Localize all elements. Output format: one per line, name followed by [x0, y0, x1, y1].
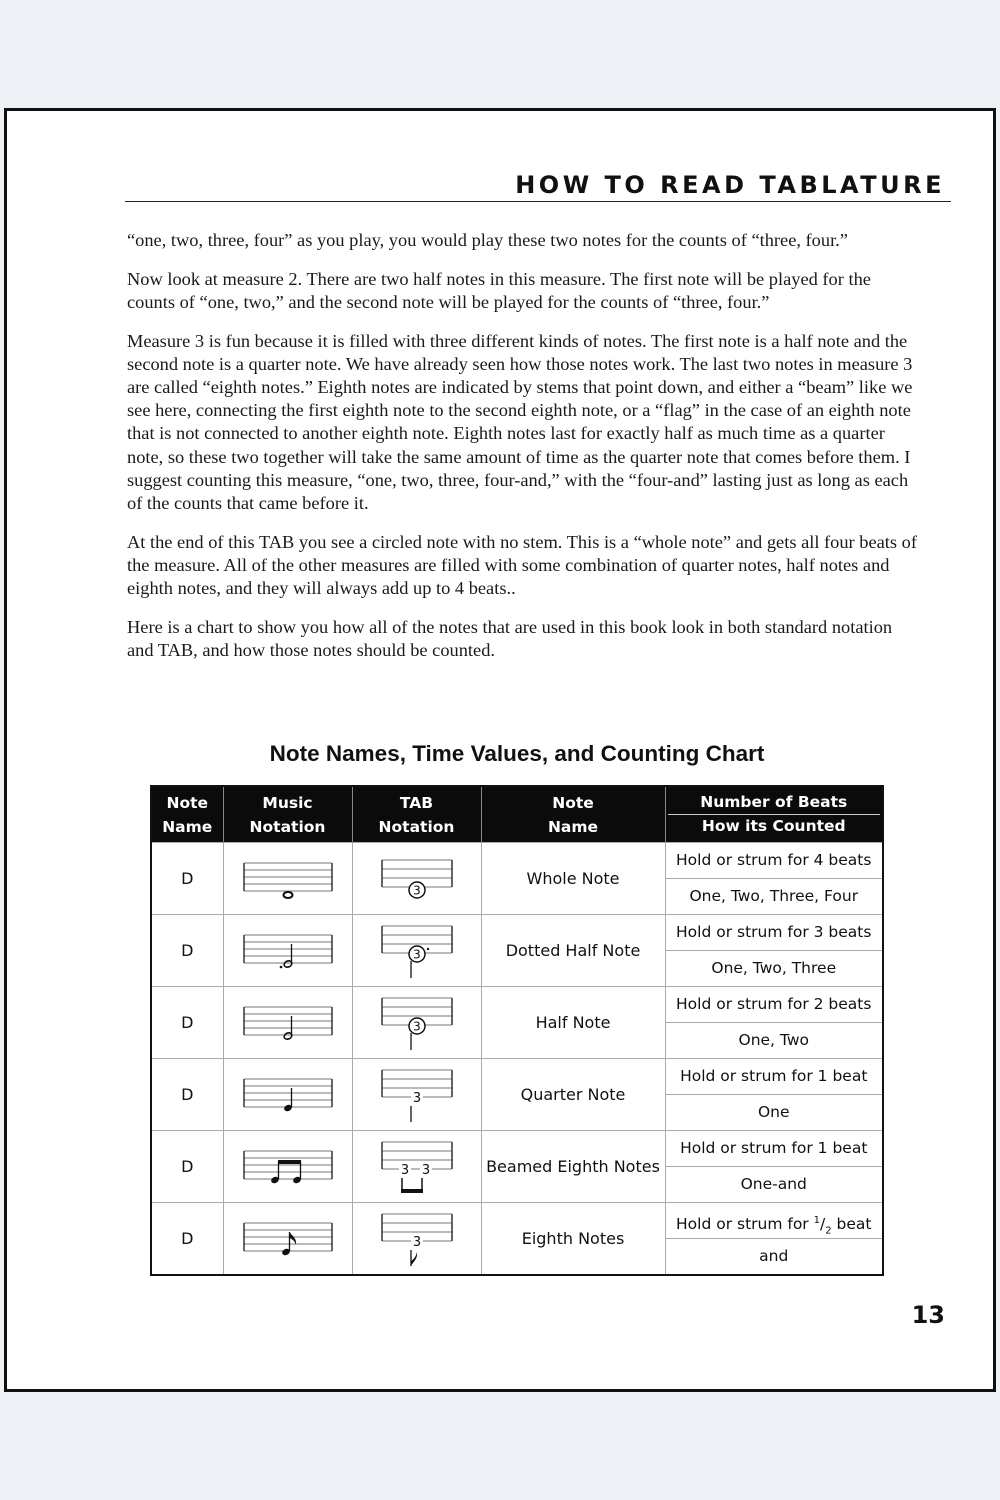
tab-3-flag-icon — [352, 1203, 481, 1276]
tab-fret-digit: 3 — [400, 1162, 409, 1178]
count-text: and — [759, 1247, 789, 1265]
table-row — [151, 1203, 883, 1276]
header-name — [481, 786, 665, 843]
page-number: 13 — [911, 1301, 945, 1329]
note-letter: D — [151, 1059, 223, 1131]
note-name: Eighth Notes — [481, 1203, 665, 1276]
tab-circled-3-stem-icon — [352, 987, 481, 1059]
header-beats — [665, 786, 883, 843]
header-line: Notation — [378, 817, 455, 836]
beats-cell — [665, 1059, 883, 1131]
paragraph: Here is a chart to show you how all of the notes that are used in this book look in both standard notation and TAB, and how those notes should be counted. — [127, 616, 893, 661]
paragraph: Measure 3 is fun because it is filled with three different kinds of notes. The first note is a half note and the second note is a quarter note. We have already seen how those notes work. The last two notes in measure 3 are called “eighth notes.” Eighth notes are indicated by stems that point down, and either a “beam” like we see here, connecting the first eighth note to the second eighth note, or a “flag” in the case of an eighth note that is not connected to another eighth note. Eighth notes last for exactly half as much time as a quarter note, so these two together will take the same amount of time as the quarter note that comes before them. I suggest counting this measure, “one, two, three, four-and,” with the “four-and” lasting just as long as each of the counts that came before it. — [127, 330, 913, 514]
running-header: HOW TO READ TABLATURE — [515, 171, 945, 199]
book-page — [4, 108, 996, 1392]
chart-title: Note Names, Time Values, and Counting Chart — [269, 741, 765, 766]
header-line: Note — [552, 793, 594, 812]
note-name: Quarter Note — [481, 1059, 665, 1131]
header-note-name — [151, 786, 223, 843]
header-rule — [125, 201, 951, 202]
hold-text: Hold or strum for 1 beat — [666, 1131, 883, 1167]
half-note-icon — [223, 987, 352, 1059]
note-name: Beamed Eighth Notes — [481, 1131, 665, 1203]
beats-cell — [665, 1203, 883, 1276]
dotted-half-note-icon — [223, 915, 352, 987]
beats-cell — [665, 915, 883, 987]
count-text: One, Two — [738, 1031, 809, 1049]
beamed-eighth-notes-icon — [223, 1131, 352, 1203]
table-header-row — [151, 786, 883, 843]
header-line: Name — [547, 817, 599, 836]
beats-cell — [665, 987, 883, 1059]
tab-3-stem-icon — [352, 1059, 481, 1131]
count-text: One-and — [740, 1175, 807, 1193]
table-row — [151, 843, 883, 915]
table-row — [151, 1131, 883, 1203]
paragraph: At the end of this TAB you see a circled note with no stem. This is a “whole note” and gets all four beats of the measure. All of the other measures are filled with some combination of quarter notes, half notes and eighth notes, and they will always add up to 4 beats.. — [127, 531, 917, 599]
tab-circled-3-dotted-stem-icon — [352, 915, 481, 987]
hold-text: Hold or strum for 4 beats — [666, 843, 883, 879]
note-name: Dotted Half Note — [481, 915, 665, 987]
tab-3-3-beamed-icon — [352, 1131, 481, 1203]
header-line: Notation — [249, 817, 326, 836]
header-line: TAB — [399, 793, 434, 812]
count-text: One, Two, Three — [711, 959, 837, 977]
tab-fret-digit: 3 — [412, 1019, 421, 1033]
fraction-numerator: 1 — [813, 1215, 820, 1226]
hold-text: Hold or strum for $^1/_2$ beat — [666, 1203, 883, 1239]
fraction-denominator: 2 — [825, 1225, 832, 1237]
body-text — [127, 229, 917, 678]
tab-circled-3-no-stem-icon — [352, 843, 481, 915]
tab-fret-digit: 3 — [421, 1162, 430, 1178]
table-row — [151, 915, 883, 987]
tab-fret-digit: 3 — [412, 1090, 421, 1106]
tab-fret-digit: 3 — [412, 883, 421, 897]
header-tab-notation — [352, 786, 481, 843]
paragraph: “one, two, three, four” as you play, you would play these two notes for the counts of “three, four.” — [127, 230, 848, 250]
note-chart-table — [150, 785, 884, 1276]
beats-cell — [665, 843, 883, 915]
quarter-note-icon — [223, 1059, 352, 1131]
hold-suffix: beat — [831, 1215, 872, 1234]
header-line: Music — [262, 793, 313, 812]
count-text: One, Two, Three, Four — [689, 887, 859, 905]
tab-fret-digit: 3 — [412, 1234, 421, 1250]
count-text: One — [757, 1103, 790, 1121]
table-row — [151, 1059, 883, 1131]
hold-prefix: Hold or strum for — [676, 1215, 814, 1234]
note-name: Whole Note — [481, 843, 665, 915]
header-music-notation — [223, 786, 352, 843]
table-row — [151, 987, 883, 1059]
note-letter: D — [151, 915, 223, 987]
eighth-note-icon — [223, 1203, 352, 1276]
hold-text: Hold or strum for 1 beat — [666, 1059, 883, 1095]
header-how-counted: How its Counted — [701, 817, 846, 835]
beats-cell — [665, 1131, 883, 1203]
note-letter: D — [151, 843, 223, 915]
hold-text: Hold or strum for 3 beats — [666, 915, 883, 951]
note-letter: D — [151, 1131, 223, 1203]
note-name: Half Note — [481, 987, 665, 1059]
note-letter: D — [151, 987, 223, 1059]
paragraph: Now look at measure 2. There are two half notes in this measure. The first note will be played for the counts of “one, two,” and the second note will be played for the counts of “three, four.” — [127, 268, 871, 312]
note-letter: D — [151, 1203, 223, 1276]
tab-fret-digit: 3 — [412, 947, 421, 961]
header-line: Note — [166, 793, 209, 812]
header-line: Name — [162, 817, 213, 836]
header-number-of-beats: Number of Beats — [700, 793, 848, 811]
hold-text: Hold or strum for 2 beats — [666, 987, 883, 1023]
whole-note-icon — [223, 843, 352, 915]
